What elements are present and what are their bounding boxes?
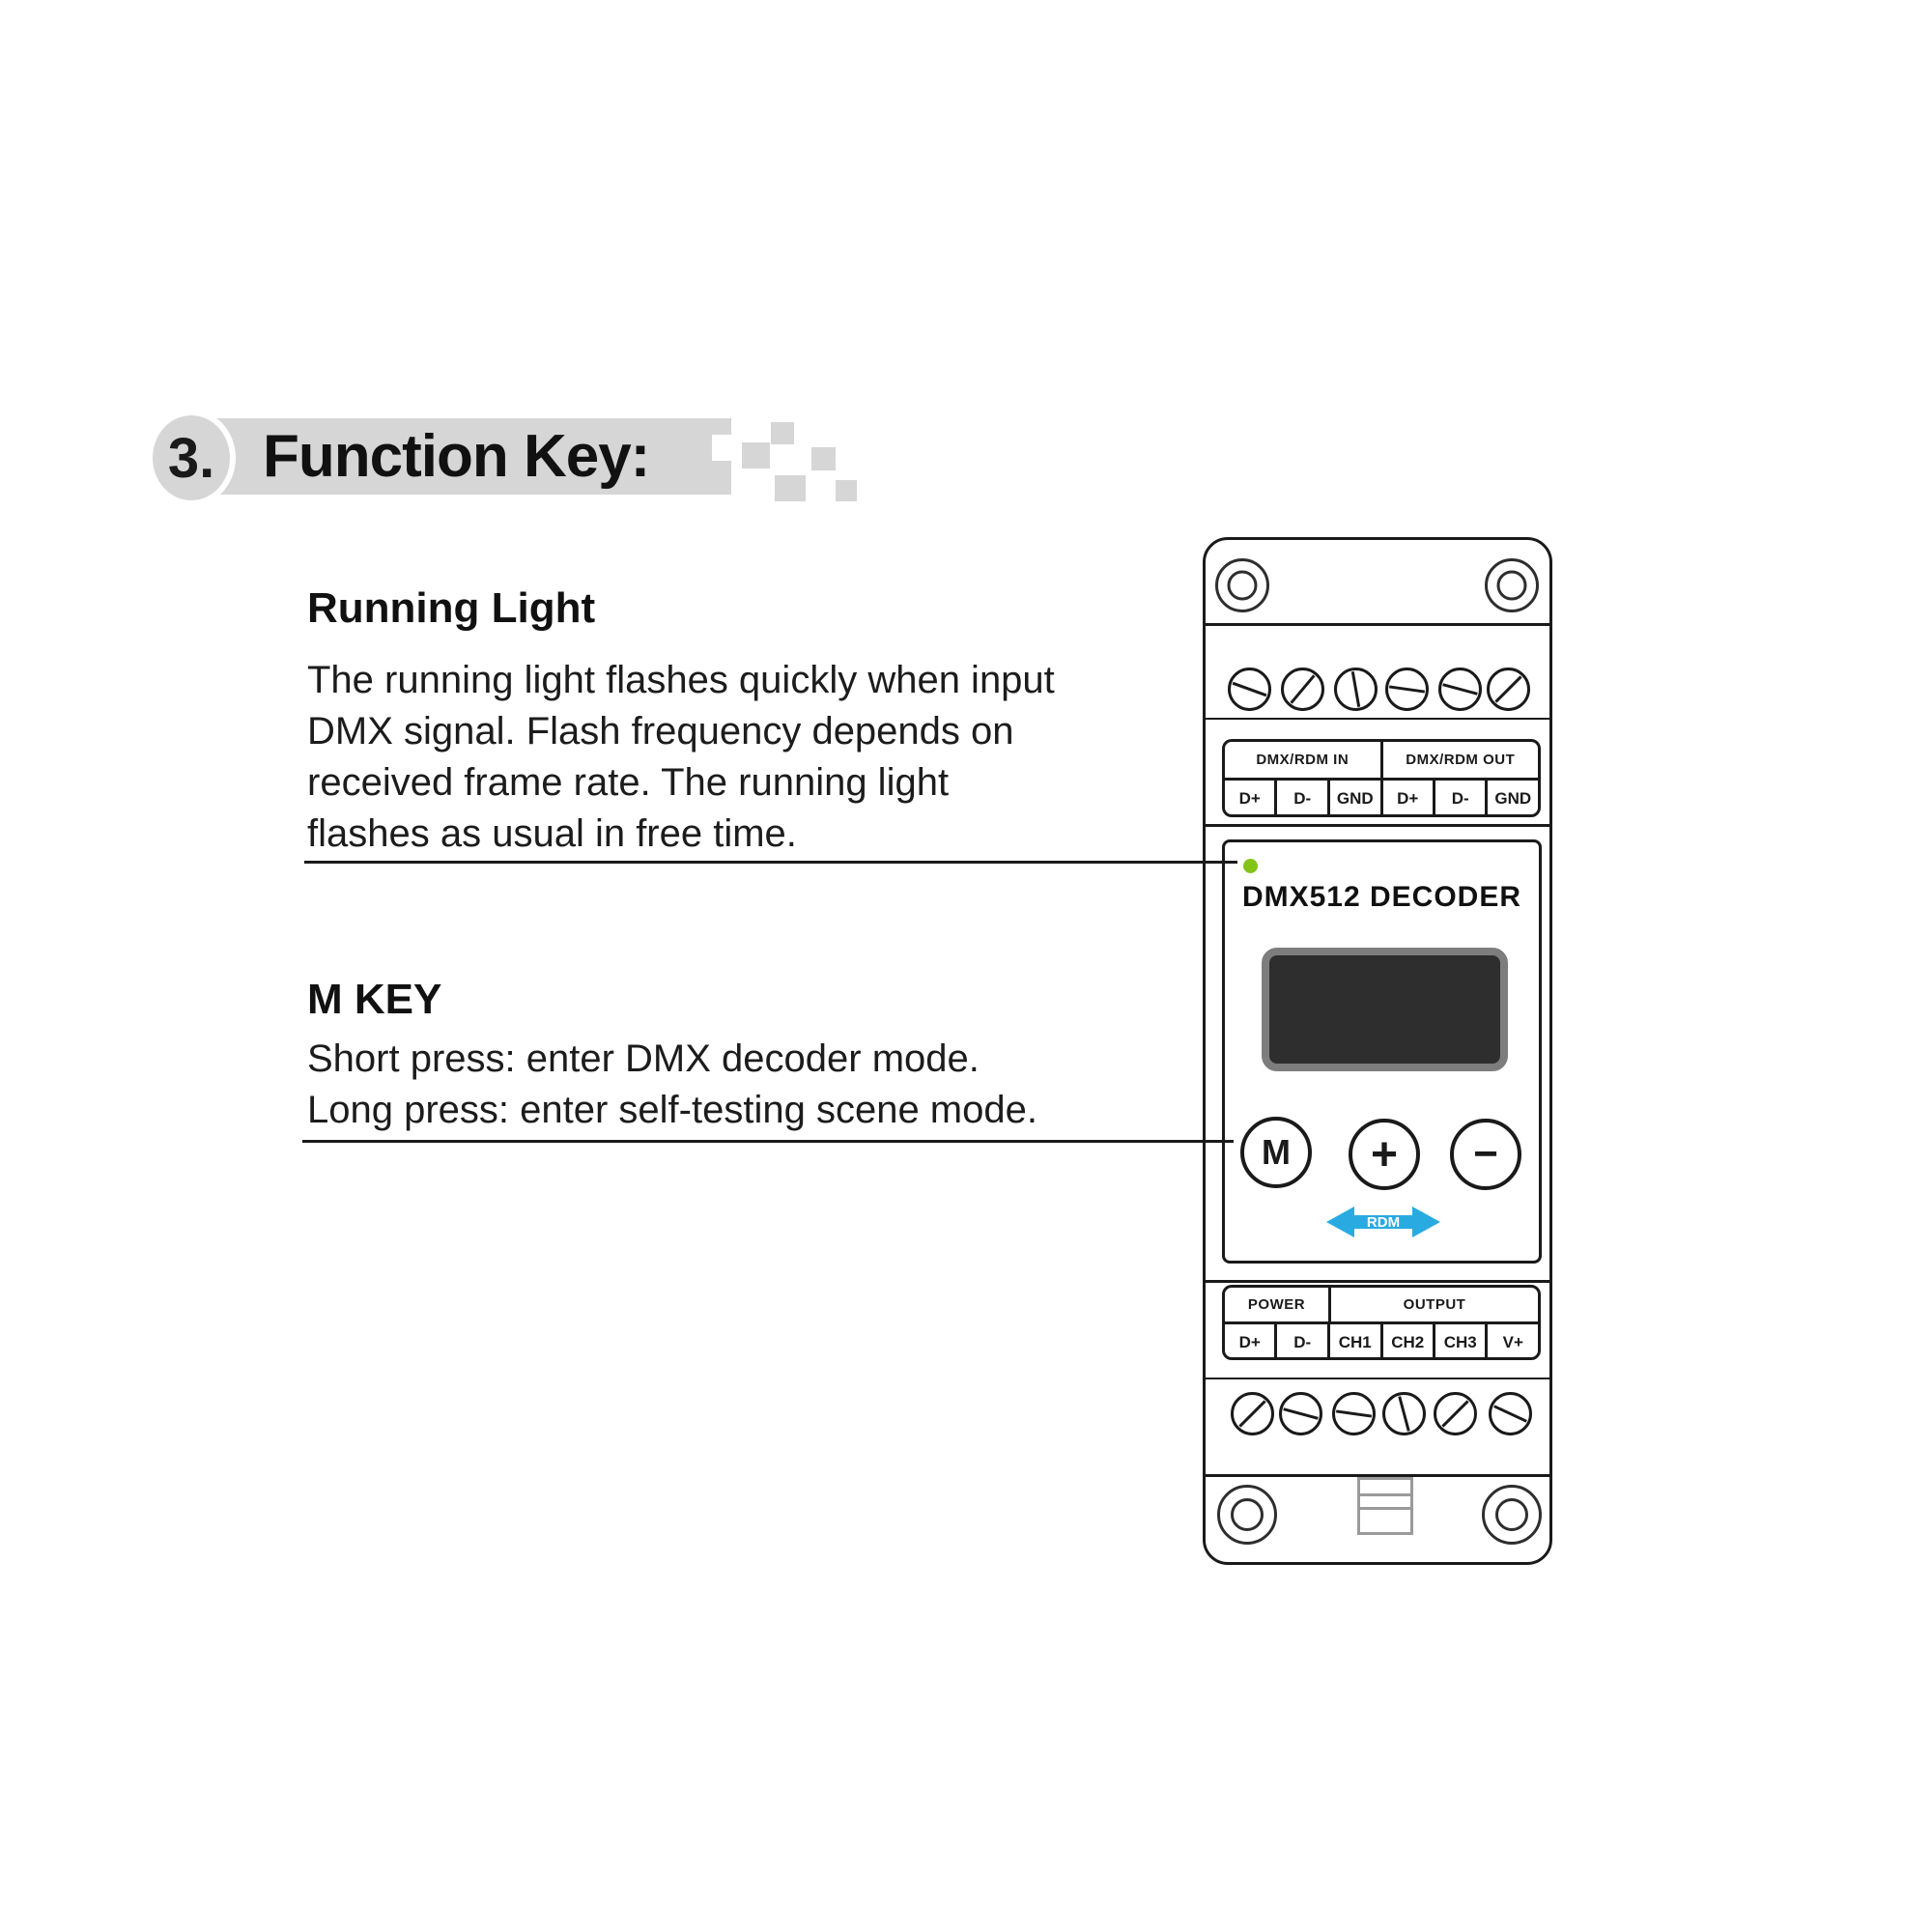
device-title: DMX512 DECODER bbox=[1241, 881, 1522, 913]
dmx-connector-labels bbox=[1222, 739, 1541, 817]
screw-terminal bbox=[1332, 1392, 1376, 1435]
screw-terminal bbox=[1281, 668, 1324, 711]
pin-label: D- bbox=[1274, 781, 1326, 817]
screw-terminal bbox=[1231, 1392, 1274, 1435]
rdm-arrow bbox=[1324, 1204, 1442, 1240]
running-light-led bbox=[1243, 859, 1258, 873]
screw-terminal bbox=[1334, 668, 1378, 711]
banner-step-bottom bbox=[710, 461, 731, 495]
paragraph-line: Short press: enter DMX decoder mode. bbox=[307, 1037, 980, 1080]
connector-group-label: OUTPUT bbox=[1328, 1288, 1538, 1321]
pin-label: D- bbox=[1274, 1324, 1326, 1360]
banner-pixel-square bbox=[811, 447, 836, 470]
power-output-labels bbox=[1222, 1285, 1541, 1360]
mounting-hole bbox=[1485, 558, 1539, 612]
pin-label: D+ bbox=[1238, 1332, 1261, 1351]
m-key-heading: M KEY bbox=[307, 976, 442, 1023]
din-rail-clip bbox=[1357, 1477, 1413, 1535]
mounting-hole bbox=[1215, 558, 1269, 612]
running-light-paragraph bbox=[307, 655, 1055, 860]
section-divider bbox=[1206, 623, 1549, 626]
screw-terminal bbox=[1489, 1392, 1532, 1435]
pin-label: GND bbox=[1485, 781, 1538, 817]
running-light-heading: Running Light bbox=[307, 584, 596, 632]
mounting-hole bbox=[1217, 1485, 1277, 1545]
pin-label: CH3 bbox=[1433, 1324, 1485, 1360]
screw-terminal bbox=[1228, 668, 1271, 711]
section-divider bbox=[1206, 1280, 1549, 1283]
banner-pixel-square bbox=[742, 442, 770, 469]
paragraph-line: flashes as usual in free time. bbox=[307, 812, 797, 855]
screw-terminal bbox=[1385, 668, 1429, 711]
pin-label: D+ bbox=[1238, 789, 1261, 808]
screw-terminal bbox=[1382, 1392, 1426, 1435]
callout-line-running-light bbox=[304, 861, 1237, 864]
section-divider bbox=[1206, 1378, 1549, 1379]
screw-terminal bbox=[1279, 1392, 1322, 1435]
paragraph-line: The running light flashes quickly when input bbox=[307, 659, 1055, 701]
pin-label: D- bbox=[1433, 781, 1485, 817]
screw-terminal bbox=[1434, 1392, 1477, 1435]
section-divider bbox=[1206, 718, 1549, 720]
pin-label: V+ bbox=[1485, 1324, 1538, 1360]
m-key-button: M bbox=[1240, 1117, 1312, 1188]
pin-label: CH1 bbox=[1327, 1324, 1380, 1360]
screw-terminal bbox=[1438, 668, 1482, 711]
paragraph-line: DMX signal. Flash frequency depends on bbox=[307, 710, 1014, 753]
callout-line-m-key bbox=[302, 1140, 1234, 1143]
pin-label: D+ bbox=[1380, 781, 1433, 817]
m-key-paragraph bbox=[307, 1034, 1037, 1136]
banner-pixel-square bbox=[775, 475, 806, 501]
section-title: Function Key: bbox=[263, 423, 650, 490]
mounting-hole bbox=[1482, 1485, 1542, 1545]
section-number-badge bbox=[147, 410, 236, 506]
pin-label: GND bbox=[1327, 781, 1380, 817]
connector-group-label: DMX/RDM OUT bbox=[1380, 742, 1539, 778]
plus-button: + bbox=[1349, 1119, 1420, 1190]
banner-step-top bbox=[710, 418, 731, 435]
section-number: 3. bbox=[167, 426, 215, 490]
banner-pixel-square bbox=[836, 480, 857, 501]
connector-group-label: DMX/RDM IN bbox=[1256, 752, 1350, 768]
connector-group-label: POWER bbox=[1247, 1296, 1306, 1313]
front-panel bbox=[1222, 839, 1542, 1264]
paragraph-line: received frame rate. The running light bbox=[307, 761, 950, 804]
pin-label: CH2 bbox=[1380, 1324, 1433, 1360]
minus-button: − bbox=[1450, 1119, 1521, 1190]
paragraph-line: Long press: enter self-testing scene mode. bbox=[307, 1089, 1037, 1131]
banner-pixel-square bbox=[771, 422, 794, 444]
dmx-decoder-device bbox=[1203, 537, 1552, 1565]
display-screen bbox=[1262, 948, 1508, 1071]
screw-terminal bbox=[1487, 668, 1530, 711]
section-divider bbox=[1206, 824, 1549, 827]
rdm-arrow-label: RDM bbox=[1366, 1214, 1401, 1231]
